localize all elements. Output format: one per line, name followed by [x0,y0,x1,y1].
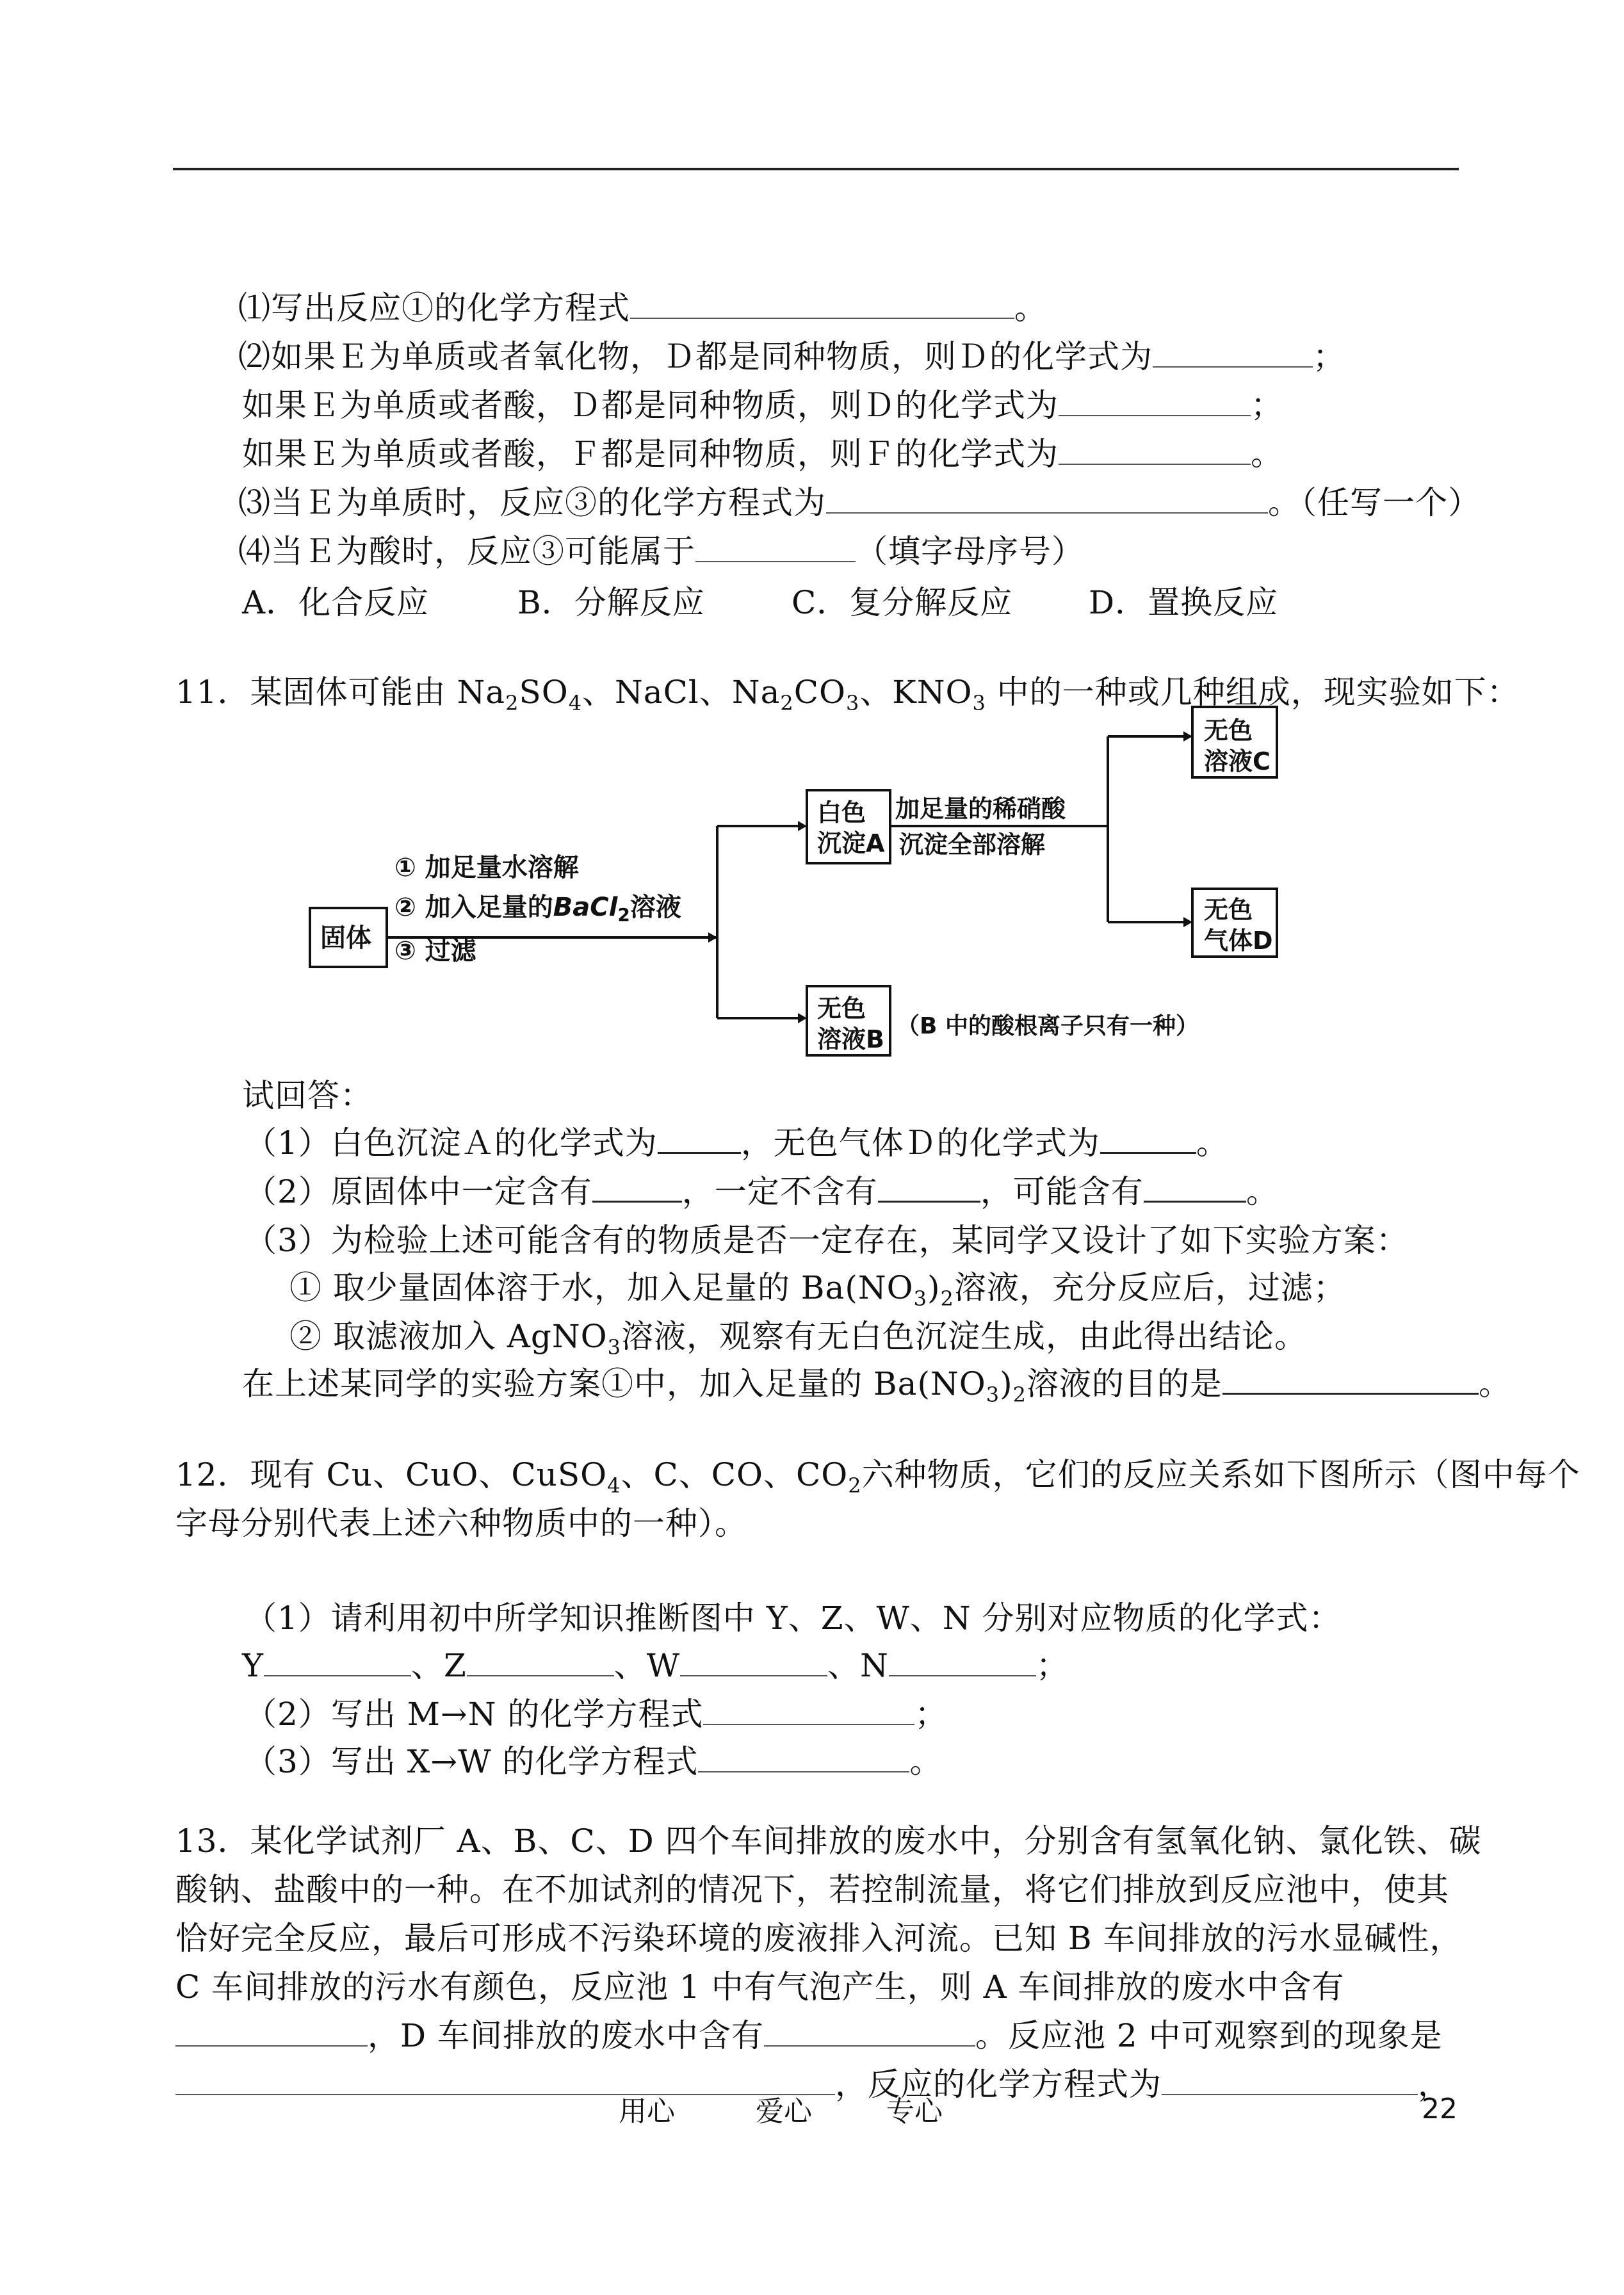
q13-line-2: 酸钠、盐酸中的一种。在不加试剂的情况下，若控制流量，将它们排放到反应池中，使其 [175,1871,1449,1908]
q11-a2 [245,1169,1279,1214]
q11-a1-text: （1）白色沉淀Ａ的化学式为 [245,1124,658,1162]
q11-stem-part: 、KNO [859,674,973,711]
q12-p1-blanks [242,1643,1069,1688]
answer-blank[interactable] [1144,1171,1246,1203]
answer-blank-z[interactable] [467,1646,614,1676]
answer-blank[interactable] [592,1171,682,1203]
q12-p3-text: （3）写出 X→W 的化学方程式 [245,1743,699,1780]
sol-c-label-1: 无色 [1204,717,1253,745]
punct: 。 [1014,289,1047,327]
q11-a1 [245,1121,1229,1165]
step2-label [394,893,681,925]
q12-stem-text: 12．现有 Cu、CuO、CuSO [175,1456,608,1493]
q11-a3-s1-text: ① 取少量固体溶于水，加入足量的 Ba(NO [289,1269,914,1306]
answer-blank[interactable] [703,1694,914,1725]
q10-line-4 [242,432,1283,476]
step2-text: ② 加入足量的 [394,893,553,922]
answer-blank[interactable] [826,483,1268,514]
subscript: 3 [986,1383,1000,1407]
q10-l2-text: ⑵如果Ｅ为单质或者氧化物，Ｄ都是同种物质，则Ｄ的化学式为 [238,338,1153,375]
step2-sub: 2 [617,904,630,925]
subscript: 3 [607,1335,622,1359]
answer-blank[interactable] [1153,337,1313,368]
q11-stem-part: 11．某固体可能由 Na [175,674,506,711]
q12-p3 [245,1739,942,1784]
q11-purpose-text: 在上述某同学的实验方案①中，加入足量的 Ba(NO [242,1365,986,1402]
answer-blank-w[interactable] [680,1646,827,1676]
q12-stem-2: 字母分别代表上述六种物质中的一种）。 [175,1505,747,1542]
acid-label-1: 加足量的稀硝酸 [895,795,1066,823]
answer-blank[interactable] [1222,1363,1479,1395]
q10-line-2 [238,334,1345,379]
answer-blank[interactable] [764,2016,975,2047]
label-w: 、W [613,1647,681,1684]
experiment-flow-diagram [307,704,1332,1057]
arrowhead [1183,731,1192,742]
subscript: 3 [846,691,860,715]
answer-blank[interactable] [1100,1123,1196,1154]
q13-l5-text: ，D 车间排放的废水中含有 [368,2017,764,2054]
q11-a3-purpose [242,1361,1511,1406]
q11-purpose-text: ) [1000,1365,1013,1402]
answer-blank[interactable] [1059,385,1251,416]
q11-a2-text: ，可能含有 [980,1173,1144,1210]
q11-a3-s1-text: 溶液，充分反应后，过滤； [954,1269,1346,1306]
answer-blank[interactable] [175,2064,835,2095]
q12-p2 [245,1692,947,1737]
subscript: 2 [848,1473,862,1498]
answer-blank[interactable] [698,1742,909,1772]
q11-stem-part: CO [793,674,847,711]
q12-p1: （1）请利用初中所学知识推断图中 Y、Z、W、N 分别对应物质的化学式： [245,1600,1342,1637]
subscript: 2 [780,691,794,715]
footer-motto-3: 专心 [886,2095,943,2128]
answer-blank[interactable] [1162,2064,1418,2095]
q11-a2-text: （2）原固体中一定含有 [245,1173,592,1210]
q10-l6-text: ⑷当Ｅ为酸时，反应③可能属于 [238,533,695,570]
q13-l6-text: ，反应的化学方程式为 [835,2066,1162,2103]
subscript: 2 [505,691,519,715]
answer-blank[interactable] [658,1123,741,1154]
arrowhead [708,932,717,943]
q11-a3-s1-text: ) [927,1269,941,1306]
arrowhead [798,1013,807,1023]
q10-l3-text: 如果Ｅ为单质或者酸，Ｄ都是同种物质，则Ｄ的化学式为 [242,387,1059,424]
sol-c-label-2: 溶液C [1204,747,1271,775]
q13-line-3: 恰好完全反应，最后可形成不污染环境的废液排入河流。已知 B 车间排放的污水显碱性， [175,1920,1463,1957]
punct: 。 [1196,1124,1229,1162]
q11-a3-s2-text: ② 取滤液加入 AgNO [289,1318,608,1355]
q11-stem-part: 中的一种或几种组成，现实验如下： [986,674,1520,711]
gas-d-label-2: 气体D [1204,927,1273,955]
punct: ； [914,1696,948,1733]
answer-blank[interactable] [1059,434,1251,465]
subscript: 2 [940,1286,954,1311]
q10-l6-end: （填字母序号） [856,533,1084,570]
q10-line-3 [242,383,1283,428]
answer-blank-y[interactable] [264,1646,411,1676]
gas-d-label-1: 无色 [1204,896,1253,924]
q10-line-5 [238,480,1481,525]
q13-line-4: C 车间排放的污水有颜色，反应池 1 中有气泡产生，则 A 车间排放的废水中含有 [175,1968,1345,2006]
solid-label: 固体 [320,923,371,953]
q10-option-c: C．复分解反应 [792,584,1013,621]
step2-chem: BaCl [553,893,618,922]
q10-line-1 [238,286,1047,330]
answer-blank[interactable] [695,531,856,562]
q10-option-b: B．分解反应 [517,584,705,621]
answer-blank[interactable] [878,1171,980,1203]
footer-motto-2: 爱心 [756,2095,812,2128]
q11-stem-part: SO [519,674,569,711]
q13-line-5 [175,2013,1443,2058]
q10-option-a: A．化合反应 [242,584,430,621]
sol-b-note: （B 中的酸根离子只有一种） [897,1013,1199,1039]
subscript: 3 [913,1286,927,1311]
answer-blank[interactable] [630,288,1014,319]
label-z: 、Z [411,1647,467,1684]
q10-l4-text: 如果Ｅ为单质或者酸，Ｆ都是同种物质，则Ｆ的化学式为 [242,435,1059,473]
step1-label: ① 加足量水溶解 [394,853,579,882]
q10-line-6 [238,529,1084,574]
q12-stem-1 [175,1452,1580,1497]
punct: ； [1035,1647,1069,1684]
punct: 。 [1251,435,1283,473]
sol-b-label-2: 溶液B [817,1025,884,1053]
q12-stem-text: 六种物质，它们的反应关系如下图所示（图中每个 [861,1456,1580,1493]
acid-label-2: 沉淀全部溶解 [899,831,1046,859]
q12-stem-text: 、C、CO、CO [621,1456,849,1493]
punct: 。 [1478,1365,1511,1402]
ppt-a-label-2: 沉淀A [817,829,885,857]
q10-l5-text: ⑶当Ｅ为单质时，反应③的化学方程式为 [238,484,826,521]
q11-a3-s2-text: 溶液，观察有无白色沉淀生成，由此得出结论。 [621,1318,1308,1355]
label-y: Y [242,1647,264,1684]
arrowhead [798,821,807,831]
q10-option-d: D．置换反应 [1089,584,1279,621]
step2-end: 溶液 [629,893,681,922]
q13-line-6 [175,2062,1450,2107]
page-number: 22 [1422,2093,1458,2125]
q11-a1-text: ，无色气体Ｄ的化学式为 [740,1124,1100,1162]
q11-a3: （3）为检验上述可能含有的物质是否一定存在，某同学又设计了如下实验方案： [245,1222,1409,1259]
q11-answer-head: 试回答： [242,1077,373,1114]
subscript: 3 [972,691,986,715]
punct: ； [1313,338,1345,375]
q11-purpose-text: 溶液的目的是 [1026,1365,1222,1402]
q13-l5-text: 。反应池 2 中可观察到的现象是 [975,2017,1443,2054]
q11-a2-text: ，一定不含有 [681,1173,878,1210]
ppt-a-label-1: 白色 [817,799,866,827]
q12-p2-text: （2）写出 M→N 的化学方程式 [245,1696,704,1733]
sol-b-label-1: 无色 [817,994,866,1023]
punct: 。（任写一个） [1268,484,1481,521]
subscript: 4 [607,1473,621,1498]
step3-label: ③ 过滤 [394,936,476,966]
q11-a3-step2 [289,1314,1307,1359]
punct: ； [1251,387,1283,424]
q10-l1-text: ⑴写出反应①的化学方程式 [238,289,630,327]
subscript: 2 [1012,1383,1027,1407]
punct: 。 [1246,1173,1279,1210]
label-n: 、N [827,1647,889,1684]
arrowhead [1183,917,1192,927]
header-rule [173,168,1459,170]
footer-motto-1: 用心 [619,2095,675,2128]
q11-stem-part: 、NaCl、Na [582,674,781,711]
punct: ， [1418,2066,1450,2103]
subscript: 4 [568,691,583,715]
q13-line-1: 13．某化学试剂厂 A、B、C、D 四个车间排放的废水中，分别含有氢氧化钠、氯化铁、碳 [175,1822,1482,1860]
punct: 。 [909,1743,943,1780]
answer-blank-n[interactable] [889,1646,1036,1676]
answer-blank[interactable] [175,2016,368,2047]
q11-a3-step1 [289,1265,1346,1310]
